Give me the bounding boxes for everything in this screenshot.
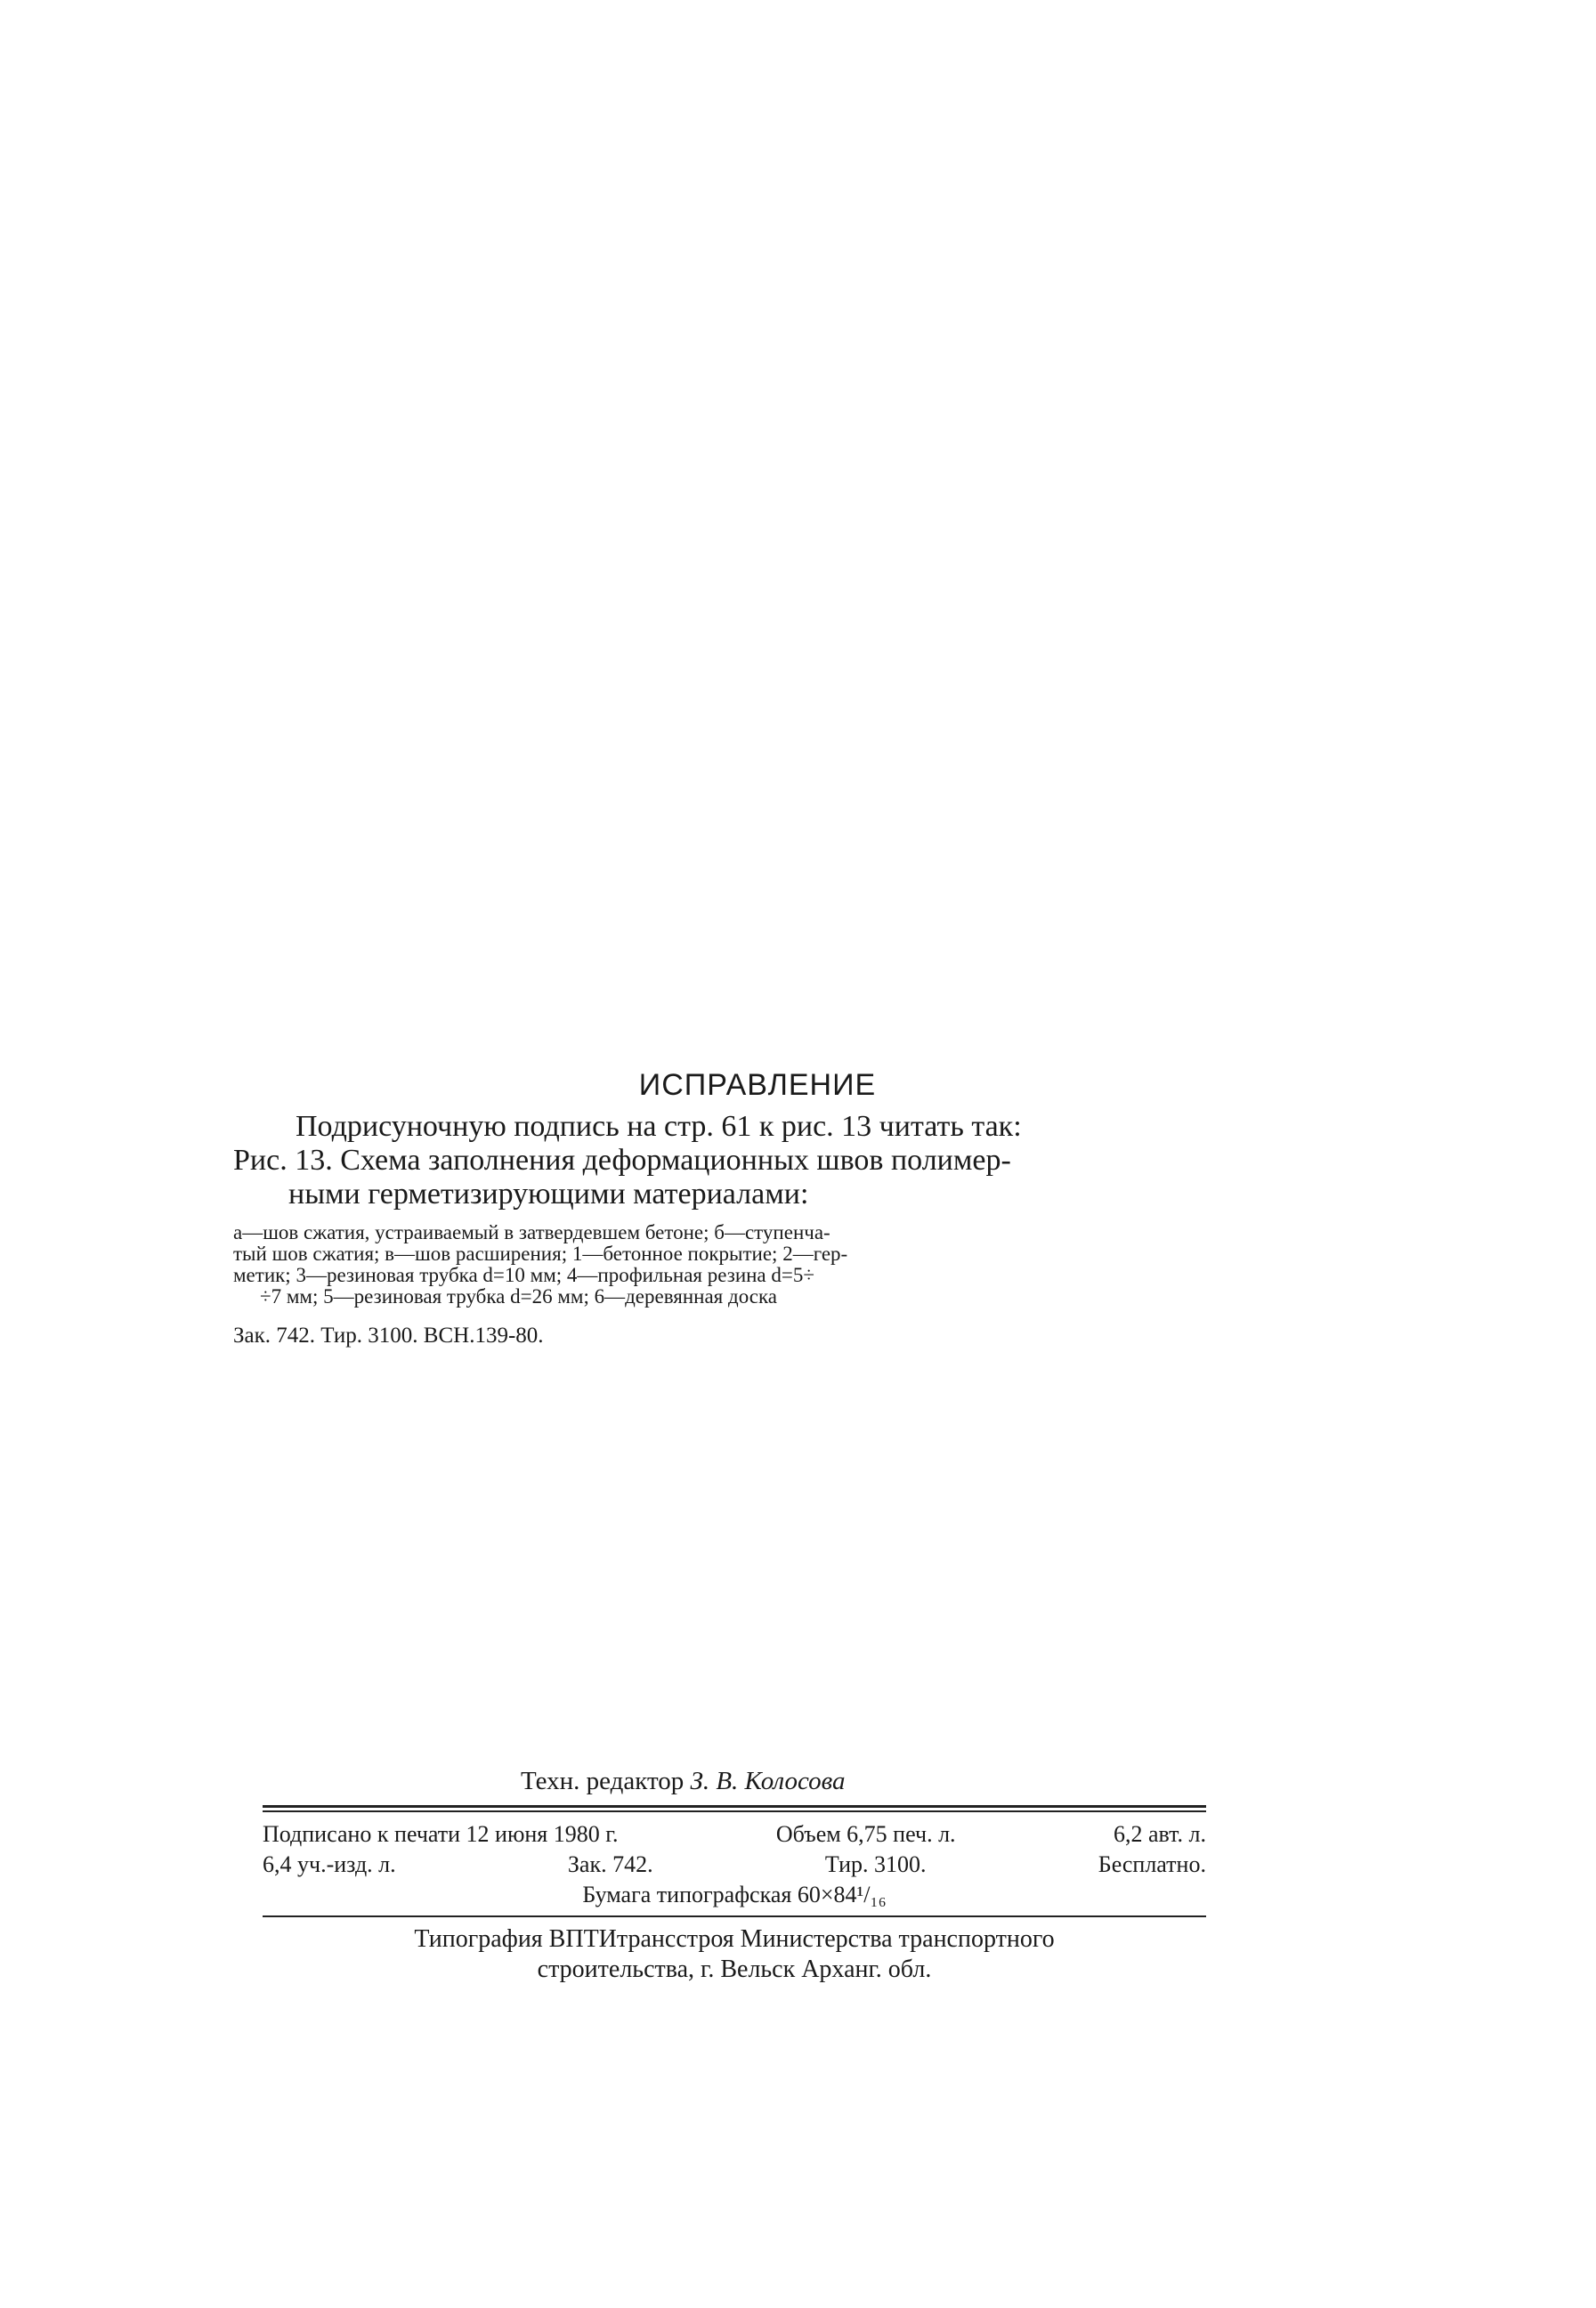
double-rule bbox=[263, 1805, 1206, 1812]
imprint-row-1 bbox=[263, 1819, 1206, 1850]
imprint-row-2 bbox=[263, 1850, 1206, 1880]
editor-name: З. В. Колосова bbox=[690, 1767, 846, 1795]
imprint-block bbox=[263, 1767, 1206, 1985]
legend-line: ÷7 мм; 5—резиновая трубка d=26 мм; 6—деревянная доска bbox=[260, 1285, 778, 1308]
single-rule bbox=[263, 1915, 1206, 1917]
printer-line-1: Типография ВПТИтрансстроя Министерства транспортного bbox=[414, 1925, 1055, 1953]
author-sheets: 6,2 авт. л. bbox=[1113, 1821, 1206, 1847]
legend-line: тый шов сжатия; в—шов расширения; 1—бетонное покрытие; 2—гер- bbox=[233, 1243, 848, 1265]
figure-legend bbox=[233, 1222, 1195, 1308]
tech-editor bbox=[521, 1767, 1206, 1796]
price: Бесплатно. bbox=[1098, 1851, 1206, 1877]
print-volume: Объем 6,75 печ. л. bbox=[775, 1821, 956, 1847]
signed-to-print: Подписано к печати 12 июня 1980 г. bbox=[263, 1821, 619, 1847]
figure-caption-line-2: ными герметизирующими материалами: bbox=[288, 1178, 809, 1211]
legend-line: метик; 3—резиновая трубка d=10 мм; 4—профильная резина d=5÷ bbox=[233, 1264, 814, 1286]
printer-info bbox=[263, 1924, 1206, 1985]
correction-order-line: Зак. 742. Тир. 3100. ВСН.139-80. bbox=[233, 1324, 544, 1348]
correction-intro: Подрисуночную подпись на стр. 61 к рис. 13 читать так: bbox=[296, 1110, 1022, 1143]
correction-block bbox=[233, 1068, 1212, 1348]
printer-line-2: строительства, г. Вельск Арханг. обл. bbox=[537, 1956, 932, 1983]
figure-caption-line-1: Рис. 13. Схема заполнения деформационных швов полимер- bbox=[233, 1144, 1011, 1177]
paper-format: Бумага типографская 60×84¹/₁₆ bbox=[582, 1882, 887, 1907]
print-run: Тир. 3100. bbox=[824, 1851, 927, 1877]
edition-sheets: 6,4 уч.-изд. л. bbox=[263, 1851, 396, 1877]
legend-line: а—шов сжатия, устраиваемый в затвердевшем бетоне; б—ступенча- bbox=[233, 1221, 830, 1243]
correction-title: ИСПРАВЛЕНИЕ bbox=[638, 1068, 877, 1102]
imprint-row-3 bbox=[263, 1880, 1206, 1910]
editor-label: Техн. редактор bbox=[521, 1767, 685, 1795]
order-number: Зак. 742. bbox=[567, 1851, 653, 1877]
